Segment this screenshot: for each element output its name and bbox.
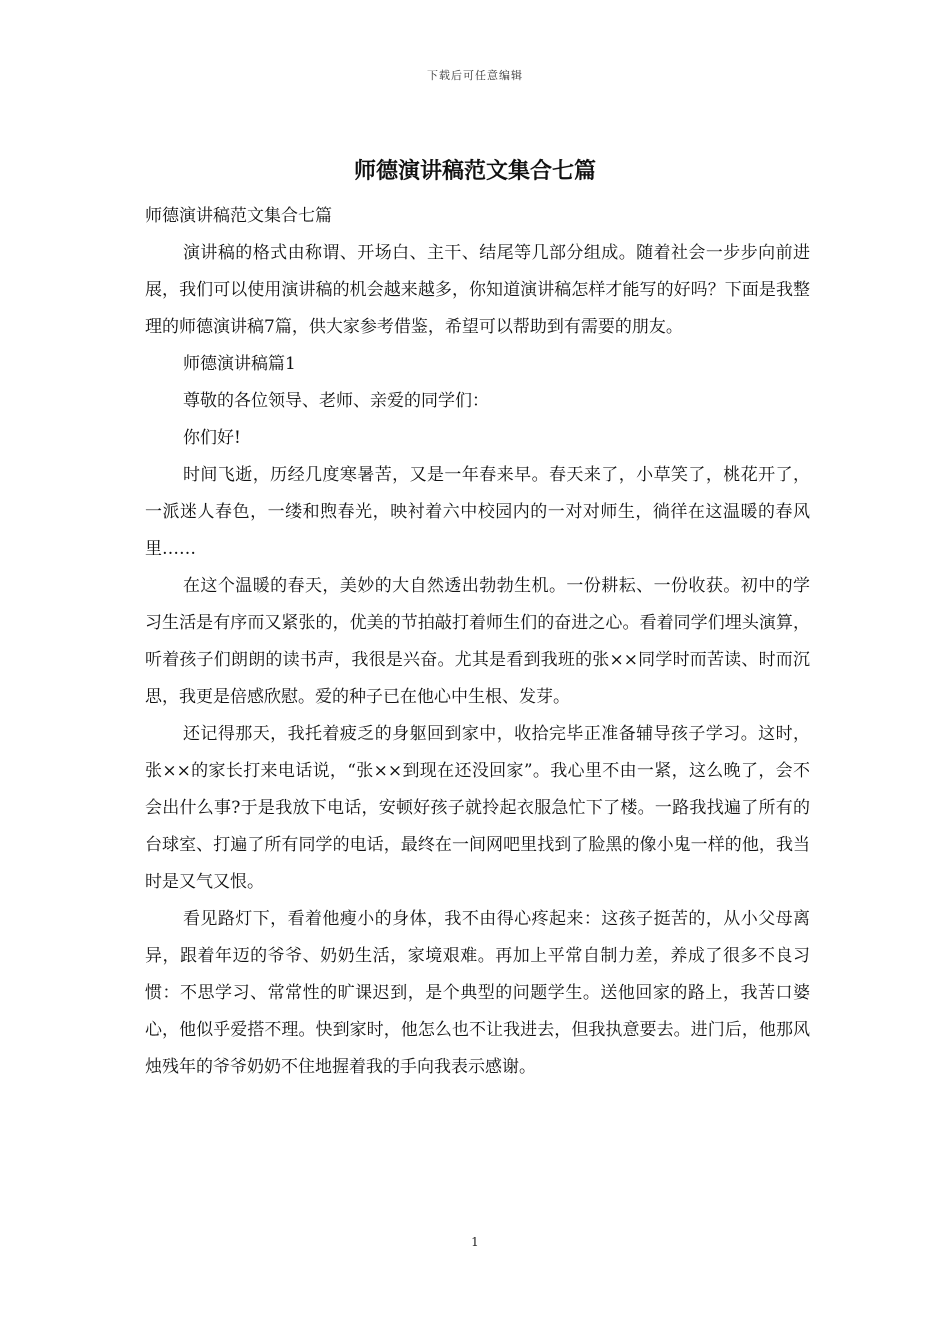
body-paragraph: 在这个温暖的春天，美妙的大自然透出勃勃生机。一份耕耘、一份收获。初中的学习生活是有序而又紧张的，优美的节拍敲打着师生们的奋进之心。看着同学们埋头演算，听着孩子们朗朗的读书声，我很是兴奋。尤其是看到我班的张××同学时而苦读、时而沉思，我更是倍感欣慰。爱的种子已在他心中生根、发芽。 — [145, 576, 810, 707]
document-body — [145, 198, 810, 1086]
body-paragraph: 还记得那天，我托着疲乏的身躯回到家中，收拾完毕正准备辅导孩子学习。这时，张××的家长打来电话说，“张××到现在还没回家”。我心里不由一紧，这么晚了，会不会出什么事?于是我放下电话，安顿好孩子就拎起衣服急忙下了楼。一路我找遍了所有的台球室、打遍了所有同学的电话，最终在一间网吧里找到了脸黑的像小鬼一样的他，我当时是又气又恨。 — [145, 724, 810, 892]
body-paragraph: 时间飞逝，历经几度寒暑苦，又是一年春来早。春天来了，小草笑了，桃花开了，一派迷人春色，一缕和煦春光，映衬着六中校园内的一对对师生，徜徉在这温暖的春风里…… — [145, 465, 810, 559]
salutation-paragraph: 尊敬的各位领导、老师、亲爱的同学们： — [183, 391, 489, 411]
body-paragraph: 看见路灯下，看着他瘦小的身体，我不由得心疼起来：这孩子挺苦的，从小父母离异，跟着年迈的爷爷、奶奶生活，家境艰难。再加上平常自制力差，养成了很多不良习惯：不思学习、常常性的旷课迟到，是个典型的问题学生。送他回家的路上，我苦口婆心，他似乎爱搭不理。快到家时，他怎么也不让我进去，但我执意要去。进门后，他那风烛残年的爷爷奶奶不住地握着我的手向我表示感谢。 — [145, 909, 810, 1077]
subtitle-paragraph: 师德演讲稿范文集合七篇 — [145, 206, 332, 226]
greeting-paragraph: 你们好! — [183, 428, 241, 448]
header-note: 下载后可任意编辑 — [427, 69, 523, 82]
page-number: 1 — [471, 1235, 479, 1249]
document-title: 师德演讲稿范文集合七篇 — [353, 158, 596, 184]
intro-paragraph: 演讲稿的格式由称谓、开场白、主干、结尾等几部分组成。随着社会一步步向前进展，我们可以使用演讲稿的机会越来越多，你知道演讲稿怎样才能写的好吗？下面是我整理的师德演讲稿7篇，供大家参考借鉴，希望可以帮助到有需要的朋友。 — [145, 243, 810, 337]
section-heading: 师德演讲稿篇1 — [183, 354, 296, 374]
